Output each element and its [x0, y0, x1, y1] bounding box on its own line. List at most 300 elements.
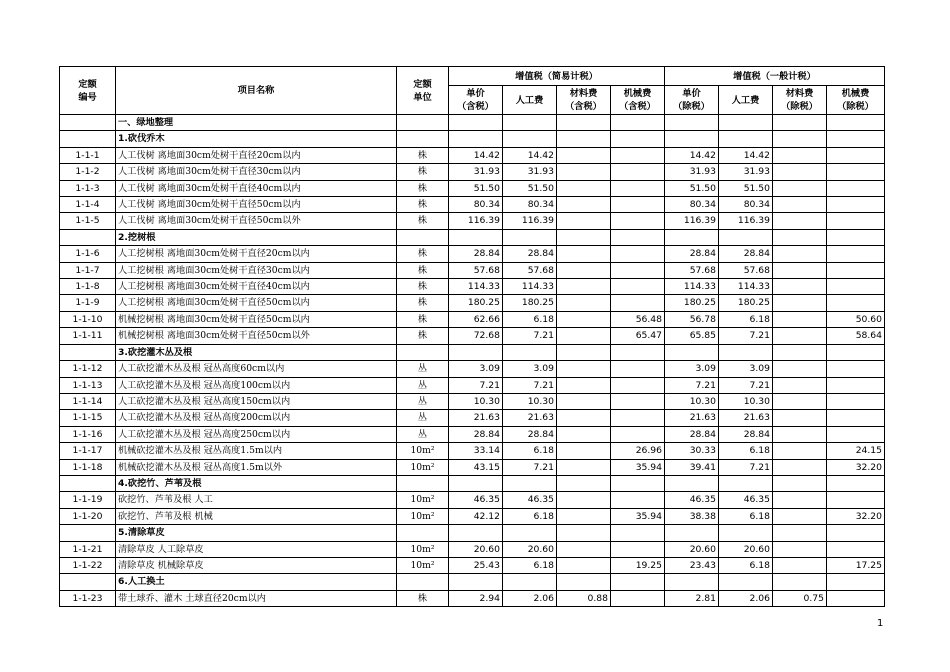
item-name: 人工砍挖灌木丛及根 冠丛高度200cm以内: [116, 410, 397, 426]
empty-cell: [773, 229, 827, 245]
general-material-cell: [773, 213, 827, 229]
simple-material-cell: 0.88: [557, 590, 611, 606]
empty-cell: [719, 115, 773, 131]
general-machinery-cell: 32.20: [827, 459, 885, 475]
simple-unit-price-cell: 25.43: [449, 557, 503, 573]
simple-machinery-cell: [611, 262, 665, 278]
table-row: [60, 541, 885, 557]
general-labor-cell: 6.18: [719, 508, 773, 524]
empty-cell: [611, 344, 665, 360]
quota-code: 1-1-20: [60, 508, 116, 524]
header-label: 机械费 （除税）: [837, 88, 874, 112]
simple-unit-price-cell: 14.42: [449, 147, 503, 163]
quota-unit: 10m²: [397, 492, 449, 508]
empty-cell: [449, 475, 503, 491]
empty-cell: [665, 229, 719, 245]
general-material-cell: [773, 180, 827, 196]
simple-material-cell: [557, 443, 611, 459]
empty-cell: [449, 229, 503, 245]
empty-cell: [397, 475, 449, 491]
header-general-unit-price: [665, 86, 719, 115]
empty-cell: [827, 574, 885, 590]
empty-cell: [665, 475, 719, 491]
quota-unit: 株: [397, 246, 449, 262]
table-row: [60, 361, 885, 377]
header-label: 机械费 （含税）: [619, 88, 656, 112]
general-labor-cell: 6.18: [719, 557, 773, 573]
general-unit-price-cell: 28.84: [665, 426, 719, 442]
general-machinery-cell: [827, 164, 885, 180]
simple-material-cell: [557, 246, 611, 262]
simple-labor-cell: 28.84: [503, 426, 557, 442]
simple-machinery-cell: [611, 426, 665, 442]
simple-material-cell: [557, 164, 611, 180]
item-name: 人工伐树 离地面30cm处树干直径50cm以外: [116, 213, 397, 229]
header-label: 材料费 （含税）: [565, 88, 602, 112]
table-body: [60, 115, 885, 607]
simple-machinery-cell: [611, 197, 665, 213]
simple-unit-price-cell: 7.21: [449, 377, 503, 393]
simple-material-cell: [557, 213, 611, 229]
simple-labor-cell: 7.21: [503, 459, 557, 475]
simple-material-cell: [557, 197, 611, 213]
simple-machinery-cell: 35.94: [611, 459, 665, 475]
table-row: [60, 197, 885, 213]
header-label: 单价 （含税）: [457, 88, 494, 112]
header-general-material: [773, 86, 827, 115]
quota-code: 1-1-14: [60, 393, 116, 409]
empty-cell: [503, 475, 557, 491]
simple-unit-price-cell: 57.68: [449, 262, 503, 278]
empty-cell: [611, 525, 665, 541]
item-name: 人工砍挖灌木丛及根 冠丛高度250cm以内: [116, 426, 397, 442]
simple-machinery-cell: [611, 180, 665, 196]
quota-code: 1-1-12: [60, 361, 116, 377]
quota-unit: 丛: [397, 426, 449, 442]
simple-material-cell: [557, 311, 611, 327]
quota-unit: 株: [397, 213, 449, 229]
general-material-cell: [773, 508, 827, 524]
subsection-title: 2.挖树根: [116, 229, 397, 245]
subsection-title: 4.砍挖竹、芦苇及根: [116, 475, 397, 491]
quota-unit: 10m²: [397, 459, 449, 475]
empty-cell: [773, 525, 827, 541]
simple-material-cell: [557, 377, 611, 393]
simple-material-cell: [557, 279, 611, 295]
general-unit-price-cell: 180.25: [665, 295, 719, 311]
empty-cell: [827, 229, 885, 245]
simple-unit-price-cell: 51.50: [449, 180, 503, 196]
quota-code: 1-1-8: [60, 279, 116, 295]
table-row: [60, 311, 885, 327]
empty-cell: [397, 115, 449, 131]
header-group-general-tax: 增值税（一般计税）: [665, 67, 885, 86]
quota-code: 1-1-9: [60, 295, 116, 311]
simple-machinery-cell: [611, 541, 665, 557]
general-labor-cell: 6.18: [719, 443, 773, 459]
item-name: 机械挖树根 离地面30cm处树干直径50cm以内: [116, 311, 397, 327]
header-name: 项目名称: [116, 67, 397, 115]
simple-material-cell: [557, 328, 611, 344]
quota-code: 1-1-5: [60, 213, 116, 229]
general-material-cell: [773, 443, 827, 459]
general-labor-cell: 46.35: [719, 492, 773, 508]
empty-cell: [827, 475, 885, 491]
empty-code-cell: [60, 525, 116, 541]
empty-cell: [665, 131, 719, 147]
general-machinery-cell: [827, 147, 885, 163]
simple-labor-cell: 20.60: [503, 541, 557, 557]
quota-unit: 株: [397, 147, 449, 163]
subsection-row: [60, 131, 885, 147]
header-simple-labor: [503, 86, 557, 115]
simple-unit-price-cell: 28.84: [449, 246, 503, 262]
quota-unit: 丛: [397, 393, 449, 409]
table-row: [60, 180, 885, 196]
quota-code: 1-1-17: [60, 443, 116, 459]
empty-cell: [397, 131, 449, 147]
empty-cell: [557, 574, 611, 590]
simple-machinery-cell: [611, 492, 665, 508]
item-name: 人工挖树根 离地面30cm处树干直径40cm以内: [116, 279, 397, 295]
general-material-cell: 0.75: [773, 590, 827, 606]
header-simple-unit-price: [449, 86, 503, 115]
empty-cell: [449, 574, 503, 590]
item-name: 清除草皮 人工除草皮: [116, 541, 397, 557]
simple-machinery-cell: 26.96: [611, 443, 665, 459]
header-simple-machinery: [611, 86, 665, 115]
general-unit-price-cell: 21.63: [665, 410, 719, 426]
general-labor-cell: 14.42: [719, 147, 773, 163]
subsection-title: 6.人工换土: [116, 574, 397, 590]
general-unit-price-cell: 31.93: [665, 164, 719, 180]
quota-code: 1-1-10: [60, 311, 116, 327]
general-machinery-cell: 17.25: [827, 557, 885, 573]
general-unit-price-cell: 14.42: [665, 147, 719, 163]
item-name: 人工挖树根 离地面30cm处树干直径30cm以内: [116, 262, 397, 278]
general-labor-cell: 7.21: [719, 459, 773, 475]
simple-labor-cell: 7.21: [503, 377, 557, 393]
table-row: [60, 377, 885, 393]
general-unit-price-cell: 80.34: [665, 197, 719, 213]
quota-code: 1-1-18: [60, 459, 116, 475]
table-row: [60, 246, 885, 262]
simple-machinery-cell: 56.48: [611, 311, 665, 327]
empty-cell: [665, 344, 719, 360]
empty-cell: [773, 115, 827, 131]
general-labor-cell: 10.30: [719, 393, 773, 409]
item-name: 砍挖竹、芦苇及根 人工: [116, 492, 397, 508]
simple-labor-cell: 6.18: [503, 557, 557, 573]
subsection-title: 5.清除草皮: [116, 525, 397, 541]
empty-cell: [611, 131, 665, 147]
simple-machinery-cell: [611, 246, 665, 262]
subsection-row: [60, 574, 885, 590]
general-unit-price-cell: 39.41: [665, 459, 719, 475]
section-title: 一、绿地整理: [116, 115, 397, 131]
simple-unit-price-cell: 31.93: [449, 164, 503, 180]
general-labor-cell: 6.18: [719, 311, 773, 327]
table-row: [60, 164, 885, 180]
header-label: 人工费: [515, 94, 544, 106]
empty-code-cell: [60, 131, 116, 147]
subsection-row: [60, 525, 885, 541]
simple-machinery-cell: 19.25: [611, 557, 665, 573]
empty-cell: [449, 115, 503, 131]
empty-cell: [827, 344, 885, 360]
header-unit: [397, 67, 449, 115]
general-material-cell: [773, 328, 827, 344]
simple-labor-cell: 180.25: [503, 295, 557, 311]
table-row: [60, 279, 885, 295]
simple-unit-price-cell: 42.12: [449, 508, 503, 524]
quota-code: 1-1-23: [60, 590, 116, 606]
table-row: [60, 328, 885, 344]
general-material-cell: [773, 361, 827, 377]
section-row: [60, 115, 885, 131]
quota-code: 1-1-7: [60, 262, 116, 278]
quota-code: 1-1-21: [60, 541, 116, 557]
general-unit-price-cell: 116.39: [665, 213, 719, 229]
table-header: [60, 67, 885, 115]
general-machinery-cell: 24.15: [827, 443, 885, 459]
table-row: [60, 590, 885, 606]
empty-code-cell: [60, 344, 116, 360]
empty-cell: [773, 344, 827, 360]
general-labor-cell: 28.84: [719, 246, 773, 262]
item-name: 机械砍挖灌木丛及根 冠丛高度1.5m以内: [116, 443, 397, 459]
simple-material-cell: [557, 262, 611, 278]
general-machinery-cell: [827, 492, 885, 508]
quota-code: 1-1-16: [60, 426, 116, 442]
simple-material-cell: [557, 295, 611, 311]
item-name: 机械挖树根 离地面30cm处树干直径50cm以外: [116, 328, 397, 344]
general-machinery-cell: [827, 410, 885, 426]
simple-machinery-cell: [611, 147, 665, 163]
simple-labor-cell: 31.93: [503, 164, 557, 180]
header-general-labor: [719, 86, 773, 115]
simple-labor-cell: 46.35: [503, 492, 557, 508]
general-unit-price-cell: 51.50: [665, 180, 719, 196]
general-material-cell: [773, 541, 827, 557]
general-unit-price-cell: 38.38: [665, 508, 719, 524]
header-code: [60, 67, 116, 115]
simple-unit-price-cell: 28.84: [449, 426, 503, 442]
quota-code: 1-1-6: [60, 246, 116, 262]
simple-unit-price-cell: 62.66: [449, 311, 503, 327]
general-labor-cell: 180.25: [719, 295, 773, 311]
general-material-cell: [773, 197, 827, 213]
general-unit-price-cell: 2.81: [665, 590, 719, 606]
simple-labor-cell: 6.18: [503, 311, 557, 327]
simple-labor-cell: 2.06: [503, 590, 557, 606]
item-name: 清除草皮 机械除草皮: [116, 557, 397, 573]
quota-code: 1-1-22: [60, 557, 116, 573]
table-row: [60, 426, 885, 442]
empty-cell: [557, 475, 611, 491]
general-labor-cell: 7.21: [719, 377, 773, 393]
empty-cell: [827, 131, 885, 147]
simple-unit-price-cell: 2.94: [449, 590, 503, 606]
simple-unit-price-cell: 43.15: [449, 459, 503, 475]
item-name: 人工挖树根 离地面30cm处树干直径20cm以内: [116, 246, 397, 262]
general-unit-price-cell: 23.43: [665, 557, 719, 573]
item-name: 人工伐树 离地面30cm处树干直径20cm以内: [116, 147, 397, 163]
empty-cell: [611, 574, 665, 590]
item-name: 人工砍挖灌木丛及根 冠丛高度60cm以内: [116, 361, 397, 377]
subsection-title: 1.砍伐乔木: [116, 131, 397, 147]
simple-labor-cell: 3.09: [503, 361, 557, 377]
header-group-simple-tax: 增值税（简易计税）: [449, 67, 665, 86]
simple-material-cell: [557, 557, 611, 573]
general-machinery-cell: [827, 393, 885, 409]
empty-cell: [827, 115, 885, 131]
simple-labor-cell: 10.30: [503, 393, 557, 409]
empty-cell: [827, 525, 885, 541]
table-row: [60, 508, 885, 524]
general-machinery-cell: [827, 279, 885, 295]
general-machinery-cell: 58.64: [827, 328, 885, 344]
item-name: 人工砍挖灌木丛及根 冠丛高度100cm以内: [116, 377, 397, 393]
general-machinery-cell: [827, 197, 885, 213]
empty-cell: [611, 229, 665, 245]
simple-machinery-cell: [611, 164, 665, 180]
empty-cell: [503, 115, 557, 131]
general-material-cell: [773, 557, 827, 573]
simple-machinery-cell: [611, 279, 665, 295]
header-simple-material: [557, 86, 611, 115]
simple-labor-cell: 6.18: [503, 443, 557, 459]
general-material-cell: [773, 426, 827, 442]
general-material-cell: [773, 246, 827, 262]
empty-cell: [719, 229, 773, 245]
simple-labor-cell: 116.39: [503, 213, 557, 229]
simple-unit-price-cell: 46.35: [449, 492, 503, 508]
general-machinery-cell: 32.20: [827, 508, 885, 524]
quota-unit: 丛: [397, 410, 449, 426]
quota-unit: 株: [397, 328, 449, 344]
empty-cell: [719, 131, 773, 147]
simple-labor-cell: 14.42: [503, 147, 557, 163]
general-unit-price-cell: 7.21: [665, 377, 719, 393]
simple-unit-price-cell: 180.25: [449, 295, 503, 311]
table-row: [60, 393, 885, 409]
empty-cell: [397, 525, 449, 541]
general-machinery-cell: [827, 377, 885, 393]
simple-unit-price-cell: 72.68: [449, 328, 503, 344]
general-material-cell: [773, 262, 827, 278]
quota-unit: 株: [397, 295, 449, 311]
quota-unit: 株: [397, 279, 449, 295]
table-row: [60, 295, 885, 311]
general-machinery-cell: [827, 246, 885, 262]
simple-material-cell: [557, 361, 611, 377]
item-name: 带土球乔、灌木 土球直径20cm以内: [116, 590, 397, 606]
empty-cell: [557, 344, 611, 360]
simple-unit-price-cell: 80.34: [449, 197, 503, 213]
empty-cell: [449, 525, 503, 541]
general-labor-cell: 51.50: [719, 180, 773, 196]
simple-material-cell: [557, 147, 611, 163]
empty-cell: [557, 115, 611, 131]
item-name: 人工砍挖灌木丛及根 冠丛高度150cm以内: [116, 393, 397, 409]
empty-cell: [611, 115, 665, 131]
general-machinery-cell: [827, 426, 885, 442]
general-machinery-cell: [827, 213, 885, 229]
general-machinery-cell: 50.60: [827, 311, 885, 327]
header-general-machinery: [827, 86, 885, 115]
simple-unit-price-cell: 10.30: [449, 393, 503, 409]
empty-cell: [503, 229, 557, 245]
page-number: 1: [877, 618, 884, 629]
empty-cell: [665, 574, 719, 590]
empty-cell: [557, 131, 611, 147]
table-row: [60, 147, 885, 163]
empty-cell: [449, 344, 503, 360]
table-row: [60, 443, 885, 459]
general-labor-cell: 57.68: [719, 262, 773, 278]
simple-machinery-cell: 35.94: [611, 508, 665, 524]
header-label: 人工费: [731, 94, 760, 106]
general-machinery-cell: [827, 180, 885, 196]
empty-cell: [557, 229, 611, 245]
simple-unit-price-cell: 20.60: [449, 541, 503, 557]
empty-code-cell: [60, 475, 116, 491]
general-labor-cell: 20.60: [719, 541, 773, 557]
quota-code: 1-1-11: [60, 328, 116, 344]
quota-unit: 10m²: [397, 443, 449, 459]
empty-cell: [397, 229, 449, 245]
general-unit-price-cell: 114.33: [665, 279, 719, 295]
header-label: 定额 单位: [413, 78, 432, 103]
empty-cell: [665, 115, 719, 131]
quota-unit: 10m²: [397, 557, 449, 573]
quota-unit: 株: [397, 197, 449, 213]
general-machinery-cell: [827, 541, 885, 557]
simple-unit-price-cell: 116.39: [449, 213, 503, 229]
general-labor-cell: 116.39: [719, 213, 773, 229]
empty-cell: [719, 574, 773, 590]
simple-labor-cell: 114.33: [503, 279, 557, 295]
general-machinery-cell: [827, 590, 885, 606]
simple-unit-price-cell: 114.33: [449, 279, 503, 295]
simple-unit-price-cell: 33.14: [449, 443, 503, 459]
general-unit-price-cell: 46.35: [665, 492, 719, 508]
empty-cell: [665, 525, 719, 541]
general-labor-cell: 3.09: [719, 361, 773, 377]
simple-labor-cell: 80.34: [503, 197, 557, 213]
general-machinery-cell: [827, 295, 885, 311]
empty-code-cell: [60, 115, 116, 131]
general-material-cell: [773, 492, 827, 508]
empty-cell: [503, 525, 557, 541]
general-labor-cell: 7.21: [719, 328, 773, 344]
simple-machinery-cell: [611, 377, 665, 393]
general-material-cell: [773, 393, 827, 409]
empty-cell: [449, 131, 503, 147]
quota-code: 1-1-13: [60, 377, 116, 393]
quota-unit: 株: [397, 164, 449, 180]
simple-material-cell: [557, 410, 611, 426]
item-name: 人工伐树 离地面30cm处树干直径40cm以内: [116, 180, 397, 196]
item-name: 人工挖树根 离地面30cm处树干直径50cm以内: [116, 295, 397, 311]
general-material-cell: [773, 410, 827, 426]
subsection-row: [60, 229, 885, 245]
general-machinery-cell: [827, 262, 885, 278]
general-material-cell: [773, 295, 827, 311]
empty-cell: [397, 574, 449, 590]
header-label: 单价 （除税）: [673, 88, 710, 112]
